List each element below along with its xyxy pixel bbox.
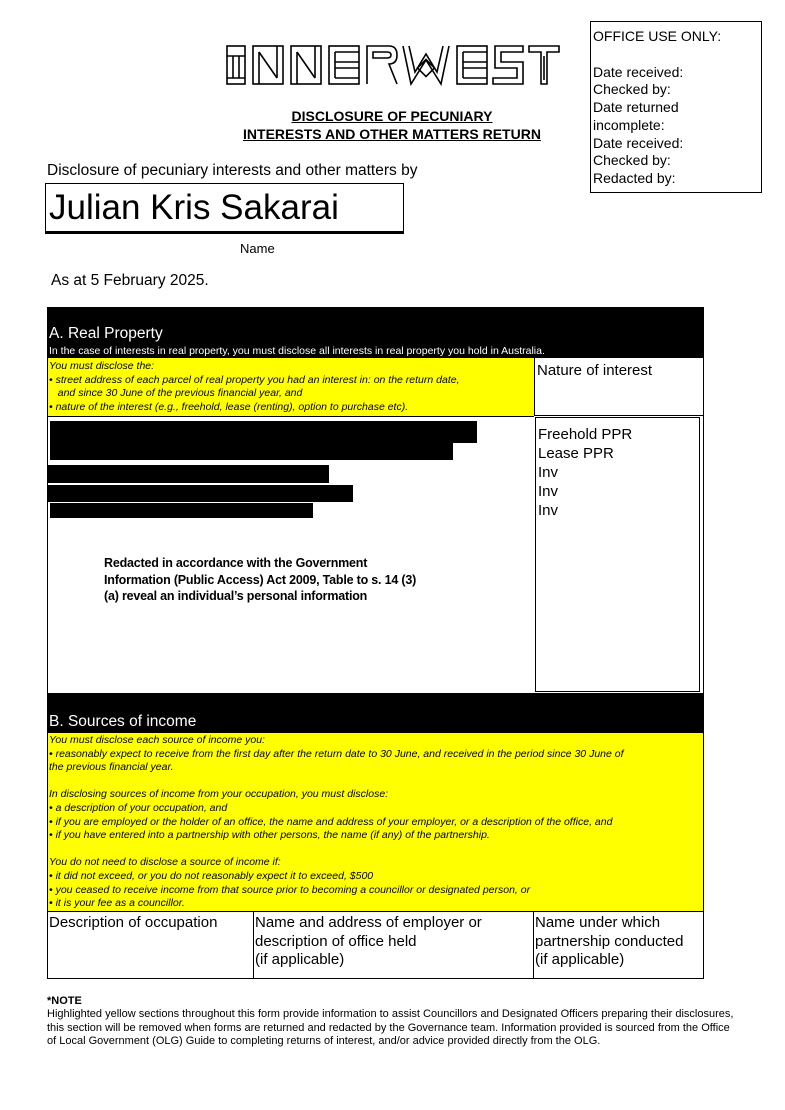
guidance-line: • if you have entered into a partnership with other persons, the name (if any) of the partnership. (49, 829, 490, 842)
guidance-line: You must disclose the: (49, 360, 155, 372)
inner-west-logo (225, 44, 561, 86)
guidance-line: • reasonably expect to receive from the first day after the return date to 30 June, and received in the period since 30 June of (49, 747, 624, 760)
guidance-line: • nature of the interest (e.g., freehold, lease (renting), option to purchase etc). (49, 400, 409, 413)
guidance-line: • you ceased to receive income from that source prior to becoming a councillor or designated person, or (49, 883, 531, 896)
office-field: incomplete: (593, 116, 665, 133)
column-header-line: partnership conducted (535, 932, 684, 950)
column-header-occupation (49, 914, 217, 933)
office-field: Checked by: (593, 152, 671, 169)
section-b-guidance (49, 734, 701, 911)
redaction-bar (50, 503, 313, 518)
office-field: Date received: (593, 63, 684, 80)
form-title-line2: INTERESTS AND OTHER MATTERS RETURN (243, 126, 541, 142)
office-use-box (590, 21, 762, 193)
name-caption: Name (240, 241, 275, 256)
redaction-note-line: (a) reveal an individual’s personal information (104, 589, 368, 603)
nature-value: Freehold PPR (538, 426, 633, 443)
nature-value: Inv (538, 502, 559, 519)
office-field: Checked by: (593, 81, 671, 98)
column-header-line: Description of occupation (49, 914, 218, 931)
section-a-subtitle: In the case of interests in real property, you must disclose all interests in real property you hold in Australia. (49, 345, 545, 357)
section-a-guidance (49, 360, 460, 414)
redaction-note-line: Information (Public Access) Act 2009, Table to s. 14 (3) (104, 572, 417, 587)
column-header-line: (if applicable) (535, 951, 625, 968)
column-header-line: description of office held (255, 932, 417, 950)
guidance-line: You do not need to disclose a source of income if: (49, 856, 281, 869)
column-header-line: Name under which (535, 914, 661, 931)
guidance-line: • if you are employed or the holder of an office, the name and address of your employer, or a description of the office, and (49, 815, 613, 828)
section-b-title: B. Sources of income (49, 713, 197, 730)
office-field: Date returned (593, 99, 679, 116)
nature-value: Lease PPR (538, 445, 614, 462)
redaction-bar (50, 443, 453, 460)
nature-of-interest-header: Nature of interest (537, 362, 653, 379)
guidance-line: and since 30 June of the previous financial year, and (49, 387, 303, 399)
row-divider (48, 911, 703, 912)
name-value: Julian Kris Sakarai (49, 188, 339, 227)
column-divider (533, 911, 534, 978)
guidance-line: • it is your fee as a councillor. (49, 897, 185, 910)
redaction-note (104, 555, 416, 605)
footer-note-body: Highlighted yellow sections throughout this form provide information to assist Councillors and Designated Officers preparing their disclosures, this section will be removed when forms are returned and redacted by the Governance team. Information provided is sourced from the Office of Local Government (OLG) Guide to completing returns of interest, and/or advice provided directly from the OLG. (47, 1008, 734, 1048)
guidance-line: In disclosing sources of income from your occupation, you must disclose: (49, 788, 389, 801)
column-divider (253, 911, 254, 978)
guidance-line: • a description of your occupation, and (49, 801, 228, 814)
redaction-bar (50, 421, 477, 443)
guidance-line: • street address of each parcel of real property you had an interest in: on the return date, (49, 373, 460, 386)
column-header-line: (if applicable) (255, 951, 345, 968)
column-header-employer (255, 914, 482, 970)
column-header-line: Name and address of employer or (255, 914, 482, 931)
guidance-line: the previous financial year. (49, 761, 174, 774)
office-field: Redacted by: (593, 169, 676, 186)
guidance-line: • it did not exceed, or you do not reasonably expect it to exceed, $500 (49, 869, 374, 882)
footer-note-title: *NOTE (47, 995, 82, 1007)
as-at-date: As at 5 February 2025. (51, 272, 209, 289)
nature-value: Inv (538, 483, 559, 500)
office-use-heading: OFFICE USE ONLY: (593, 28, 722, 44)
redaction-note-line: Redacted in accordance with the Government (104, 556, 368, 570)
form-title-line1: DISCLOSURE OF PECUNIARY (291, 108, 493, 124)
guidance-line: You must disclose each source of income you: (49, 734, 265, 746)
section-a-title: A. Real Property (49, 325, 163, 342)
disclosure-by-label: Disclosure of pecuniary interests and other matters by (47, 162, 418, 179)
redaction-bar (48, 465, 329, 483)
redaction-bar (48, 485, 353, 502)
nature-of-interest-list (538, 425, 632, 520)
row-divider (48, 416, 534, 417)
column-header-partnership (535, 914, 683, 970)
office-field: Date received: (593, 134, 684, 151)
nature-value: Inv (538, 464, 559, 481)
